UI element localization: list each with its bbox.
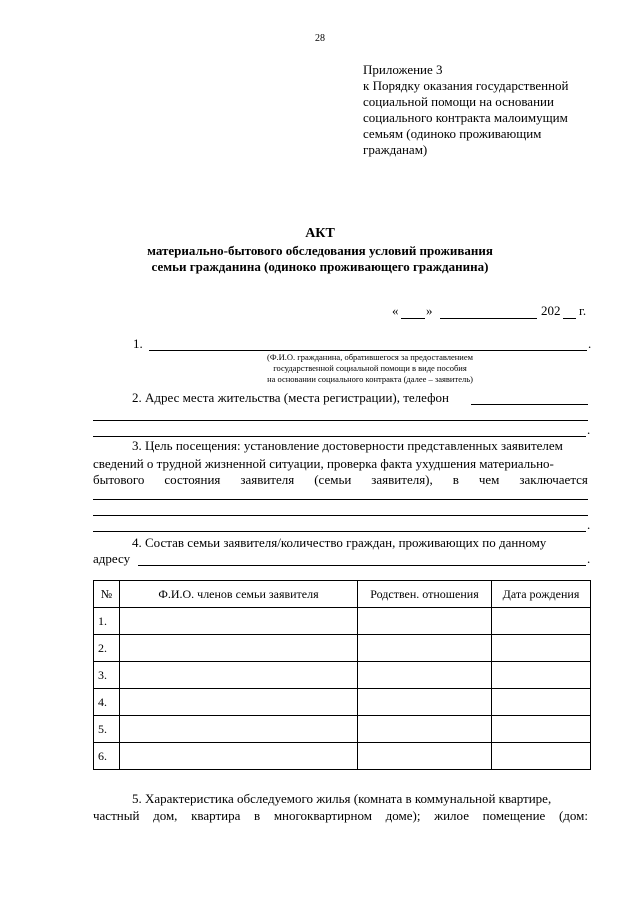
table-row: [94, 743, 591, 770]
table-row: [94, 608, 591, 635]
name-cell[interactable]: [120, 662, 358, 689]
word: помещение: [482, 808, 546, 823]
table-row: [94, 689, 591, 716]
word: бытового: [93, 472, 145, 487]
word: чем: [478, 472, 500, 487]
appendix-line: Приложение 3: [363, 62, 443, 77]
relationship-cell[interactable]: [358, 608, 492, 635]
year-suffix: г.: [579, 303, 587, 318]
relationship-cell[interactable]: [358, 743, 492, 770]
item-3-period: .: [587, 517, 591, 532]
birth-date-cell[interactable]: [492, 716, 591, 743]
purpose-field-line[interactable]: [93, 515, 588, 516]
family-composition-line: адресу: [93, 551, 131, 566]
row-number: 1.: [94, 608, 120, 635]
word: (дом:: [558, 808, 588, 823]
family-members-table: [93, 580, 591, 770]
table-row: [94, 662, 591, 689]
address-field-line[interactable]: [93, 436, 586, 437]
table-row: [94, 716, 591, 743]
name-cell[interactable]: [120, 689, 358, 716]
caption-line: государственной социальной помощи в виде пособия: [273, 363, 467, 373]
word: заключается: [519, 472, 588, 487]
relationship-cell[interactable]: [358, 689, 492, 716]
word: частный: [93, 808, 140, 823]
header-name: Ф.И.О. членов семьи заявителя: [120, 581, 358, 608]
applicant-name-caption: [200, 352, 540, 385]
word: состояния: [164, 472, 221, 487]
purpose-field-line[interactable]: [93, 499, 588, 500]
item-1-period: .: [588, 336, 592, 351]
row-number: 2.: [94, 635, 120, 662]
purpose-line: сведений о трудной жизненной ситуации, проверка факта ухудшения материально-: [93, 456, 554, 471]
birth-date-cell[interactable]: [492, 662, 591, 689]
address-label: 2. Адрес места жительства (места регистрации), телефон: [132, 390, 449, 405]
date-close-quote: »: [426, 303, 433, 318]
title-line: семьи гражданина (одиноко проживающего гражданина): [151, 259, 489, 274]
table-header-row: [94, 581, 591, 608]
header-relationship: Родствен. отношения: [358, 581, 492, 608]
relationship-cell[interactable]: [358, 635, 492, 662]
caption-line: на основании социального контракта (далее – заявитель): [267, 374, 473, 384]
purpose-line-justified: [93, 472, 588, 488]
appendix-line: социального контракта малоимущим: [363, 110, 568, 125]
word: доме);: [385, 808, 421, 823]
name-cell[interactable]: [120, 743, 358, 770]
purpose-field-line[interactable]: [93, 531, 586, 532]
word: (семьи: [314, 472, 352, 487]
word: дом,: [153, 808, 178, 823]
name-cell[interactable]: [120, 716, 358, 743]
word: жилое: [434, 808, 469, 823]
appendix-line: семьям (одиноко проживающим: [363, 126, 542, 141]
housing-line: 5. Характеристика обследуемого жилья (комната в коммунальной квартире,: [132, 791, 552, 806]
word: заявителя),: [371, 472, 433, 487]
row-number: 6.: [94, 743, 120, 770]
year-field[interactable]: [563, 318, 576, 319]
header-birth-date: Дата рождения: [492, 581, 591, 608]
title-line: материально-бытового обследования условий проживания: [147, 243, 493, 258]
caption-line: (Ф.И.О. гражданина, обратившегося за предоставлением: [266, 352, 474, 362]
appendix-line: социальной помощи на основании: [363, 94, 554, 109]
word: в: [452, 472, 459, 487]
family-count-field[interactable]: [138, 565, 586, 566]
appendix-header: [363, 62, 603, 158]
word: квартира: [191, 808, 241, 823]
word: многоквартирном: [273, 808, 372, 823]
address-field-line[interactable]: [93, 420, 588, 421]
appendix-line: к Порядку оказания государственной: [363, 78, 569, 93]
header-number: №: [94, 581, 120, 608]
title-heading: АКТ: [305, 226, 335, 241]
row-number: 4.: [94, 689, 120, 716]
item-2-period: .: [587, 422, 591, 437]
day-field[interactable]: [401, 318, 425, 319]
year-prefix: 202: [541, 303, 561, 318]
relationship-cell[interactable]: [358, 716, 492, 743]
word: в: [254, 808, 261, 823]
birth-date-cell[interactable]: [492, 689, 591, 716]
birth-date-cell[interactable]: [492, 608, 591, 635]
name-cell[interactable]: [120, 635, 358, 662]
item-1-number: 1.: [133, 336, 143, 351]
name-cell[interactable]: [120, 608, 358, 635]
item-4-period: .: [587, 551, 591, 566]
table-row: [94, 635, 591, 662]
birth-date-cell[interactable]: [492, 635, 591, 662]
purpose-line: 3. Цель посещения: установление достоверности представленных заявителем: [132, 438, 563, 453]
word: заявителя: [240, 472, 295, 487]
birth-date-cell[interactable]: [492, 743, 591, 770]
document-title: [0, 226, 640, 275]
relationship-cell[interactable]: [358, 662, 492, 689]
row-number: 3.: [94, 662, 120, 689]
applicant-name-field[interactable]: [149, 350, 587, 351]
page-number: 28: [315, 33, 325, 44]
month-field[interactable]: [440, 318, 537, 319]
housing-line-justified: [93, 808, 588, 824]
appendix-line: гражданам): [363, 142, 428, 157]
date-open-quote: «: [392, 303, 399, 318]
address-field[interactable]: [471, 404, 588, 405]
family-composition-line: 4. Состав семьи заявителя/количество граждан, проживающих по данному: [132, 535, 547, 550]
row-number: 5.: [94, 716, 120, 743]
